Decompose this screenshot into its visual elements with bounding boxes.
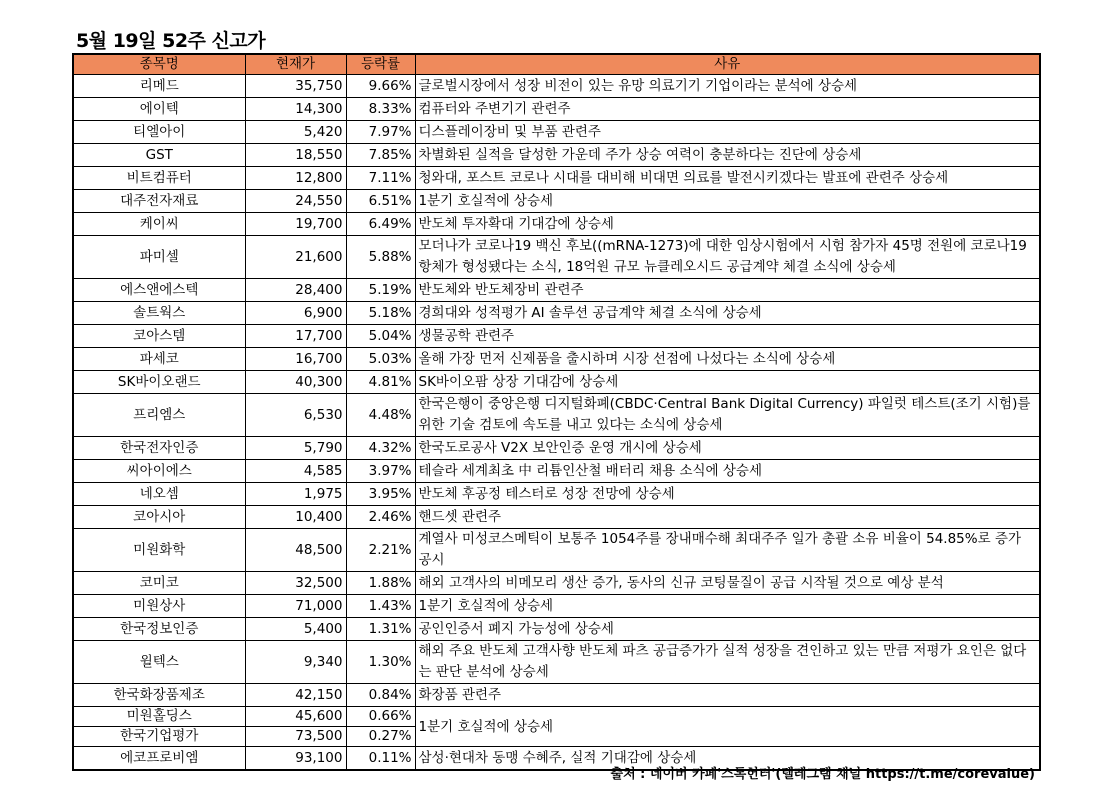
- reason-text: 반도체 후공정 테스터로 성장 전망에 상승세: [415, 483, 1040, 506]
- stock-name: 코미코: [73, 572, 245, 595]
- reason-text: 모더나가 코로나19 백신 후보((mRNA-1273)에 대한 임상시험에서 시험 참가자 45명 전원에 코로나19 항체가 형성됐다는 소식, 18억원 규모 뉴클레오시드 공급계약 체결 소식에 상승세: [415, 236, 1040, 279]
- table-row: [73, 236, 1040, 279]
- table-row: [73, 98, 1040, 121]
- table-row: [73, 572, 1040, 595]
- header-price: 현재가: [245, 54, 346, 75]
- stock-name: 한국정보인증: [73, 618, 245, 641]
- stock-name: 한국화장품제조: [73, 684, 245, 707]
- change-rate: 0.84%: [346, 684, 415, 707]
- current-price: 32,500: [245, 572, 346, 595]
- reason-text: 디스플레이장비 및 부품 관련주: [415, 121, 1040, 144]
- current-price: 17,700: [245, 325, 346, 348]
- stock-name: 한국전자인증: [73, 437, 245, 460]
- stock-name: 에스앤에스텍: [73, 279, 245, 302]
- table-row: [73, 302, 1040, 325]
- reason-text: 반도체와 반도체장비 관련주: [415, 279, 1040, 302]
- current-price: 19,700: [245, 213, 346, 236]
- reason-text: 삼성·현대차 동맹 수혜주, 실적 기대감에 상승세: [415, 747, 1040, 771]
- change-rate: 4.81%: [346, 371, 415, 394]
- change-rate: 0.11%: [346, 747, 415, 771]
- current-price: 6,530: [245, 394, 346, 437]
- table-row: [73, 279, 1040, 302]
- reason-text: 청와대, 포스트 코로나 시대를 대비해 비대면 의료를 발전시키겠다는 발표에 관련주 상승세: [415, 167, 1040, 190]
- change-rate: 5.03%: [346, 348, 415, 371]
- header-name: 종목명: [73, 54, 245, 75]
- table-row: [73, 595, 1040, 618]
- reason-text: SK바이오팜 상장 기대감에 상승세: [415, 371, 1040, 394]
- stock-name: 대주전자재료: [73, 190, 245, 213]
- change-rate: 5.18%: [346, 302, 415, 325]
- header-change: 등락률: [346, 54, 415, 75]
- change-rate: 7.97%: [346, 121, 415, 144]
- change-rate: 3.97%: [346, 460, 415, 483]
- table-row: [73, 121, 1040, 144]
- reason-text: 1분기 호실적에 상승세: [415, 707, 1040, 747]
- table-row: [73, 394, 1040, 437]
- new-high-table: [72, 53, 1041, 771]
- stock-name: 한국기업평가: [73, 727, 245, 747]
- change-rate: 5.19%: [346, 279, 415, 302]
- current-price: 28,400: [245, 279, 346, 302]
- table-row: [73, 529, 1040, 572]
- reason-text: 테슬라 세계최초 中 리튬인산철 배터리 채용 소식에 상승세: [415, 460, 1040, 483]
- current-price: 5,790: [245, 437, 346, 460]
- reason-text: 반도체 투자확대 기대감에 상승세: [415, 213, 1040, 236]
- reason-text: 공인인증서 폐지 가능성에 상승세: [415, 618, 1040, 641]
- reason-text: 계열사 미성코스메틱이 보통주 1054주를 장내매수해 최대주주 일가 총괄 소유 비율이 54.85%로 증가 공시: [415, 529, 1040, 572]
- change-rate: 4.32%: [346, 437, 415, 460]
- current-price: 24,550: [245, 190, 346, 213]
- page-title: 5월 19일 52주 신고가: [76, 30, 266, 52]
- change-rate: 1.31%: [346, 618, 415, 641]
- table-row: [73, 213, 1040, 236]
- stock-name: 네오셈: [73, 483, 245, 506]
- reason-text: 화장품 관련주: [415, 684, 1040, 707]
- stock-name: GST: [73, 144, 245, 167]
- change-rate: 1.30%: [346, 641, 415, 684]
- change-rate: 9.66%: [346, 75, 415, 98]
- change-rate: 8.33%: [346, 98, 415, 121]
- current-price: 5,400: [245, 618, 346, 641]
- current-price: 35,750: [245, 75, 346, 98]
- reason-text: 글로벌시장에서 성장 비전이 있는 유망 의료기기 기업이라는 분석에 상승세: [415, 75, 1040, 98]
- reason-text: 핸드셋 관련주: [415, 506, 1040, 529]
- source-note: 출처 : 네이버 카페'스톡헌터'(텔레그램 채널 https://t.me/corevalue): [610, 767, 1035, 782]
- stock-name: 비트컴퓨터: [73, 167, 245, 190]
- table-row: [73, 190, 1040, 213]
- reason-text: 생물공학 관련주: [415, 325, 1040, 348]
- stock-name: 에코프로비엠: [73, 747, 245, 771]
- table-row: [73, 684, 1040, 707]
- stock-name: 프리엠스: [73, 394, 245, 437]
- stock-name: 케이씨: [73, 213, 245, 236]
- change-rate: 5.88%: [346, 236, 415, 279]
- current-price: 9,340: [245, 641, 346, 684]
- reason-text: 경희대와 성적평가 AI 솔루션 공급계약 체결 소식에 상승세: [415, 302, 1040, 325]
- table-row: [73, 167, 1040, 190]
- stock-name: 씨아이에스: [73, 460, 245, 483]
- reason-text: 한국도로공사 V2X 보안인증 운영 개시에 상승세: [415, 437, 1040, 460]
- stock-name: 코아시아: [73, 506, 245, 529]
- stock-name: 티엘아이: [73, 121, 245, 144]
- change-rate: 0.27%: [346, 727, 415, 747]
- current-price: 21,600: [245, 236, 346, 279]
- current-price: 14,300: [245, 98, 346, 121]
- table-row: [73, 371, 1040, 394]
- reason-text: 차별화된 실적을 달성한 가운데 주가 상승 여력이 충분하다는 진단에 상승세: [415, 144, 1040, 167]
- change-rate: 2.21%: [346, 529, 415, 572]
- header-reason: 사유: [415, 54, 1040, 75]
- current-price: 71,000: [245, 595, 346, 618]
- change-rate: 7.11%: [346, 167, 415, 190]
- change-rate: 3.95%: [346, 483, 415, 506]
- table-row: [73, 348, 1040, 371]
- reason-text: 한국은행이 중앙은행 디지털화폐(CBDC·Central Bank Digital Currency) 파일럿 테스트(조기 시험)를 위한 기술 검토에 속도를 내고 있다는 소식에 상승세: [415, 394, 1040, 437]
- stock-name: 파세코: [73, 348, 245, 371]
- current-price: 12,800: [245, 167, 346, 190]
- change-rate: 2.46%: [346, 506, 415, 529]
- change-rate: 1.88%: [346, 572, 415, 595]
- reason-text: 해외 고객사의 비메모리 생산 증가, 동사의 신규 코팅물질이 공급 시작될 것으로 예상 분석: [415, 572, 1040, 595]
- stock-name: 윌텍스: [73, 641, 245, 684]
- current-price: 10,400: [245, 506, 346, 529]
- stock-name: 파미셀: [73, 236, 245, 279]
- change-rate: 7.85%: [346, 144, 415, 167]
- change-rate: 5.04%: [346, 325, 415, 348]
- table-row: [73, 325, 1040, 348]
- change-rate: 6.51%: [346, 190, 415, 213]
- reason-text: 1분기 호실적에 상승세: [415, 595, 1040, 618]
- reason-text: 올해 가장 먼저 신제품을 출시하며 시장 선점에 나섰다는 소식에 상승세: [415, 348, 1040, 371]
- current-price: 4,585: [245, 460, 346, 483]
- reason-text: 컴퓨터와 주변기기 관련주: [415, 98, 1040, 121]
- header-row: [73, 54, 1040, 75]
- current-price: 42,150: [245, 684, 346, 707]
- table-row: [73, 75, 1040, 98]
- current-price: 1,975: [245, 483, 346, 506]
- table-row: [73, 483, 1040, 506]
- table-row: [73, 707, 1040, 727]
- table-row: [73, 460, 1040, 483]
- stock-name: 미원화학: [73, 529, 245, 572]
- table-row: [73, 506, 1040, 529]
- stock-name: 미원상사: [73, 595, 245, 618]
- stock-name: SK바이오랜드: [73, 371, 245, 394]
- current-price: 18,550: [245, 144, 346, 167]
- table-row: [73, 144, 1040, 167]
- table-row: [73, 641, 1040, 684]
- table-row: [73, 618, 1040, 641]
- stock-name: 리메드: [73, 75, 245, 98]
- current-price: 48,500: [245, 529, 346, 572]
- change-rate: 1.43%: [346, 595, 415, 618]
- change-rate: 0.66%: [346, 707, 415, 727]
- current-price: 73,500: [245, 727, 346, 747]
- table-row: [73, 437, 1040, 460]
- current-price: 45,600: [245, 707, 346, 727]
- current-price: 93,100: [245, 747, 346, 771]
- stock-name: 솔트웍스: [73, 302, 245, 325]
- stock-name: 코아스템: [73, 325, 245, 348]
- reason-text: 해외 주요 반도체 고객사향 반도체 파츠 공급증가가 실적 성장을 견인하고 있는 만큼 저평가 요인은 없다는 판단 분석에 상승세: [415, 641, 1040, 684]
- stock-name: 미원홀딩스: [73, 707, 245, 727]
- change-rate: 4.48%: [346, 394, 415, 437]
- current-price: 6,900: [245, 302, 346, 325]
- current-price: 40,300: [245, 371, 346, 394]
- current-price: 5,420: [245, 121, 346, 144]
- change-rate: 6.49%: [346, 213, 415, 236]
- current-price: 16,700: [245, 348, 346, 371]
- stock-name: 에이텍: [73, 98, 245, 121]
- reason-text: 1분기 호실적에 상승세: [415, 190, 1040, 213]
